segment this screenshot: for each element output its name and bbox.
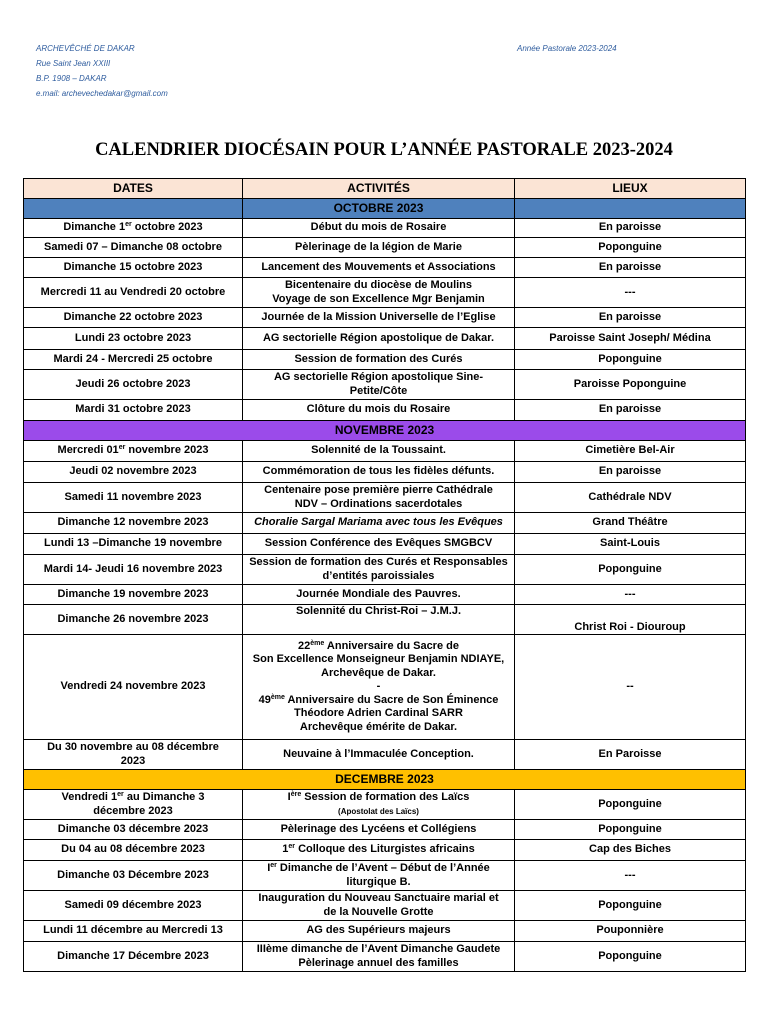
- place-cell: ---: [515, 585, 746, 605]
- activity-cell: Solennité de la Toussaint.: [243, 441, 515, 462]
- activity-cell: Solennité du Christ-Roi – J.M.J.: [243, 605, 515, 635]
- place-cell: En paroisse: [515, 219, 746, 238]
- table-row: [24, 219, 746, 238]
- place-cell: Poponguine: [515, 820, 746, 840]
- date-cell: Jeudi 26 octobre 2023: [24, 370, 243, 400]
- place-cell: Pouponnière: [515, 921, 746, 942]
- date-cell: Vendredi 24 novembre 2023: [24, 635, 243, 740]
- place-cell: En paroisse: [515, 308, 746, 328]
- date-cell: Dimanche 1er octobre 2023: [24, 219, 243, 238]
- place-cell: Poponguine: [515, 238, 746, 258]
- place-cell: Saint-Louis: [515, 534, 746, 555]
- date-cell: Samedi 09 décembre 2023: [24, 891, 243, 921]
- date-cell: Samedi 07 – Dimanche 08 octobre: [24, 238, 243, 258]
- table-header-row: [24, 179, 746, 199]
- date-cell: Dimanche 03 décembre 2023: [24, 820, 243, 840]
- place-cell: En paroisse: [515, 462, 746, 483]
- activity-cell: 1er Colloque des Liturgistes africains: [243, 840, 515, 861]
- table-row: [24, 278, 746, 308]
- letterhead: [36, 44, 168, 104]
- table-row: [24, 861, 746, 891]
- month-label: OCTOBRE 2023: [243, 199, 515, 219]
- activity-cell: Centenaire pose première pierre Cathédrale NDV – Ordinations sacerdotales: [243, 483, 515, 513]
- calendar-table: [23, 178, 746, 972]
- table-row: [24, 635, 746, 740]
- activity-cell: Bicentenaire du diocèse de Moulins Voyage de son Excellence Mgr Benjamin: [243, 278, 515, 308]
- date-cell: Lundi 23 octobre 2023: [24, 328, 243, 350]
- table-row: [24, 585, 746, 605]
- table-row: [24, 483, 746, 513]
- table-row: [24, 513, 746, 534]
- place-cell: Poponguine: [515, 790, 746, 820]
- table-row: [24, 441, 746, 462]
- place-cell: ---: [515, 278, 746, 308]
- date-cell: Dimanche 12 novembre 2023: [24, 513, 243, 534]
- month-label: DECEMBRE 2023: [24, 770, 746, 790]
- date-cell: Mardi 24 - Mercredi 25 octobre: [24, 350, 243, 370]
- activity-cell: Clôture du mois du Rosaire: [243, 400, 515, 421]
- month-label: NOVEMBRE 2023: [24, 421, 746, 441]
- place-cell: Poponguine: [515, 891, 746, 921]
- activity-cell: Pèlerinage des Lycéens et Collégiens: [243, 820, 515, 840]
- table-row: [24, 328, 746, 350]
- activity-cell: Session de formation des Curés: [243, 350, 515, 370]
- activity-cell: IIIème dimanche de l’Avent Dimanche Gaudete Pèlerinage annuel des familles: [243, 942, 515, 972]
- activity-cell: 22ème Anniversaire du Sacre de Son Excellence Monseigneur Benjamin NDIAYE, Archevêque de Dakar. - 49ème Anniversaire du Sacre de Son Éminence Théodore Adrien Cardinal SARR Archevêque émérite de Dakar.: [243, 635, 515, 740]
- month-row-octobre: [24, 199, 746, 219]
- pastoral-year-label: Année Pastorale 2023-2024: [517, 44, 617, 53]
- table-row: [24, 308, 746, 328]
- activity-cell: Lancement des Mouvements et Associations: [243, 258, 515, 278]
- table-row: [24, 555, 746, 585]
- place-cell: --: [515, 635, 746, 740]
- place-cell: Cimetière Bel-Air: [515, 441, 746, 462]
- place-cell: Poponguine: [515, 350, 746, 370]
- table-row: [24, 462, 746, 483]
- place-cell: En Paroisse: [515, 740, 746, 770]
- date-cell: Dimanche 19 novembre 2023: [24, 585, 243, 605]
- table-row: [24, 605, 746, 635]
- activity-cell: Session Conférence des Evêques SMGBCV: [243, 534, 515, 555]
- table-row: [24, 921, 746, 942]
- activity-cell: AG sectorielle Région apostolique Sine- Petite/Côte: [243, 370, 515, 400]
- table-row: [24, 258, 746, 278]
- activity-cell: AG des Supérieurs majeurs: [243, 921, 515, 942]
- place-cell: Cap des Biches: [515, 840, 746, 861]
- activity-cell: Session de formation des Curés et Responsables d’entités paroissiales: [243, 555, 515, 585]
- activity-cell: Inauguration du Nouveau Sanctuaire marial et de la Nouvelle Grotte: [243, 891, 515, 921]
- street-address: Rue Saint Jean XXIII: [36, 59, 111, 68]
- date-cell: Mercredi 11 au Vendredi 20 octobre: [24, 278, 243, 308]
- place-cell: Grand Théâtre: [515, 513, 746, 534]
- place-cell: En paroisse: [515, 258, 746, 278]
- month-row-novembre: [24, 421, 746, 441]
- place-cell: Paroisse Saint Joseph/ Médina: [515, 328, 746, 350]
- place-cell: Poponguine: [515, 555, 746, 585]
- date-cell: Mardi 31 octobre 2023: [24, 400, 243, 421]
- activity-cell: Journée de la Mission Universelle de l’Eglise: [243, 308, 515, 328]
- table-row: [24, 370, 746, 400]
- table-row: [24, 840, 746, 861]
- date-cell: Samedi 11 novembre 2023: [24, 483, 243, 513]
- table-row: [24, 400, 746, 421]
- date-cell: Dimanche 15 octobre 2023: [24, 258, 243, 278]
- date-cell: Lundi 11 décembre au Mercredi 13: [24, 921, 243, 942]
- activity-cell: AG sectorielle Région apostolique de Dakar.: [243, 328, 515, 350]
- org-name: ARCHEVÊCHÉ DE DAKAR: [36, 44, 135, 53]
- date-cell: Dimanche 17 Décembre 2023: [24, 942, 243, 972]
- month-row-decembre: [24, 770, 746, 790]
- activity-cell: Journée Mondiale des Pauvres.: [243, 585, 515, 605]
- date-cell: Du 04 au 08 décembre 2023: [24, 840, 243, 861]
- activity-cell: Commémoration de tous les fidèles défunts.: [243, 462, 515, 483]
- table-row: [24, 891, 746, 921]
- place-cell: Cathédrale NDV: [515, 483, 746, 513]
- activity-cell: Début du mois de Rosaire: [243, 219, 515, 238]
- table-row: [24, 238, 746, 258]
- column-header-lieux: LIEUX: [515, 179, 746, 199]
- table-row: [24, 534, 746, 555]
- table-row: [24, 350, 746, 370]
- date-cell: Du 30 novembre au 08 décembre 2023: [24, 740, 243, 770]
- place-cell: En paroisse: [515, 400, 746, 421]
- activity-cell: Ier Dimanche de l’Avent – Début de l’Année liturgique B.: [243, 861, 515, 891]
- activity-cell: Pèlerinage de la légion de Marie: [243, 238, 515, 258]
- page-title: CALENDRIER DIOCÉSAIN POUR L’ANNÉE PASTORALE 2023-2024: [95, 140, 673, 160]
- activity-cell: Neuvaine à l’Immaculée Conception.: [243, 740, 515, 770]
- date-cell: Mardi 14- Jeudi 16 novembre 2023: [24, 555, 243, 585]
- date-cell: Dimanche 22 octobre 2023: [24, 308, 243, 328]
- date-cell: Dimanche 26 novembre 2023: [24, 605, 243, 635]
- column-header-dates: DATES: [24, 179, 243, 199]
- date-cell: Mercredi 01er novembre 2023: [24, 441, 243, 462]
- table-row: [24, 942, 746, 972]
- email-address: e.mail: archevechedakar@gmail.com: [36, 89, 168, 98]
- activity-cell: Ière Session de formation des Laïcs (Apostolat des Laïcs): [243, 790, 515, 820]
- activity-cell: Choralie Sargal Mariama avec tous les Evêques: [243, 513, 515, 534]
- date-cell: Jeudi 02 novembre 2023: [24, 462, 243, 483]
- date-cell: Vendredi 1er au Dimanche 3 décembre 2023: [24, 790, 243, 820]
- place-cell: Christ Roi - Diouroup: [515, 605, 746, 635]
- table-row: [24, 790, 746, 820]
- place-cell: Poponguine: [515, 942, 746, 972]
- place-cell: ---: [515, 861, 746, 891]
- po-box: B.P. 1908 – DAKAR: [36, 74, 107, 83]
- date-cell: Lundi 13 –Dimanche 19 novembre: [24, 534, 243, 555]
- table-row: [24, 740, 746, 770]
- column-header-activites: ACTIVITÉS: [243, 179, 515, 199]
- date-cell: Dimanche 03 Décembre 2023: [24, 861, 243, 891]
- place-cell: Paroisse Poponguine: [515, 370, 746, 400]
- table-row: [24, 820, 746, 840]
